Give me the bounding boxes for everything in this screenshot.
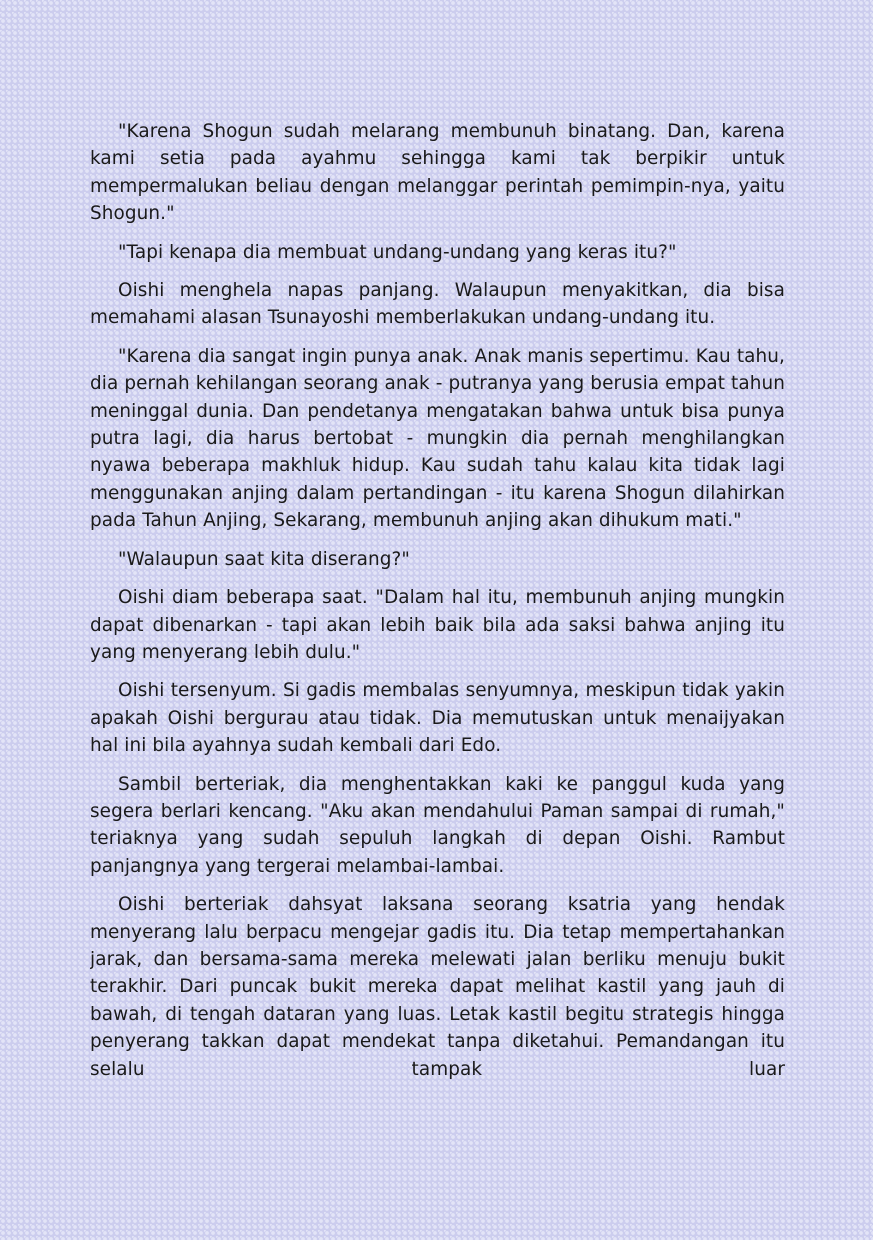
- paragraph-6: Oishi diam beberapa saat. "Dalam hal itu, membunuh anjing mungkin dapat dibenarkan - tapi akan lebih baik bila ada saksi bahwa anjing itu yang menyerang lebih dulu.": [90, 587, 785, 663]
- paragraph-8: Sambil berteriak, dia menghentakkan kaki ke panggul kuda yang segera berlari kencang. "Aku akan mendahului Paman sampai di rumah," teriaknya yang sudah sepuluh langkah di depan Oishi. Rambut panjangnya yang tergerai melambai-lambai.: [90, 773, 785, 877]
- paragraph-4: "Karena dia sangat ingin punya anak. Anak manis sepertimu. Kau tahu, dia pernah kehilangan seorang anak - putranya yang berusia empat tahun meninggal dunia. Dan pendetanya mengatakan bahwa untuk bisa punya putra lagi, dia harus bertobat - mungkin dia pernah menghilangkan nyawa beberapa makhluk hidup. Kau sudah tahu kalau kita tidak lagi menggunakan anjing dalam pertandingan - itu karena Shogun dilahirkan pada Tahun Anjing, Sekarang, membunuh anjing akan dihukum mati.": [90, 345, 785, 532]
- paragraph-7: Oishi tersenyum. Si gadis membalas senyumnya, meskipun tidak yakin apakah Oishi bergurau atau tidak. Dia memutuskan untuk menaijyakan hal ini bila ayahnya sudah kembali dari Edo.: [90, 680, 785, 757]
- paragraph-9: Oishi berteriak dahsyat laksana seorang ksatria yang hendak menyerang lalu berpacu mengejar gadis itu. Dia tetap mempertahankan jarak, dan bersama-sama mereka melewati jalan berliku menuju bukit terakhir. Dari puncak bukit mereka dapat melihat kastil yang jauh di bawah, di tengah dataran yang luas. Letak kastil begitu strategis hingga penyerang takkan dapat mendekat tanpa diketahui. Pemandangan itu selalu tampak luar: [90, 894, 785, 1080]
- document-page: [90, 118, 785, 1128]
- paragraph-2: "Tapi kenapa dia membuat undang-undang yang keras itu?": [118, 241, 677, 263]
- paragraph-1: "Karena Shogun sudah melarang membunuh binatang. Dan, karena kami setia pada ayahmu sehingga kami tak berpikir untuk mempermalukan beliau dengan melanggar perintah pemimpin-nya, yaitu Shogun.": [90, 121, 785, 225]
- paragraph-5: "Walaupun saat kita diserang?": [118, 548, 410, 570]
- paragraph-3: Oishi menghela napas panjang. Walaupun menyakitkan, dia bisa memahami alasan Tsunayoshi memberlakukan undang-undang itu.: [90, 280, 785, 329]
